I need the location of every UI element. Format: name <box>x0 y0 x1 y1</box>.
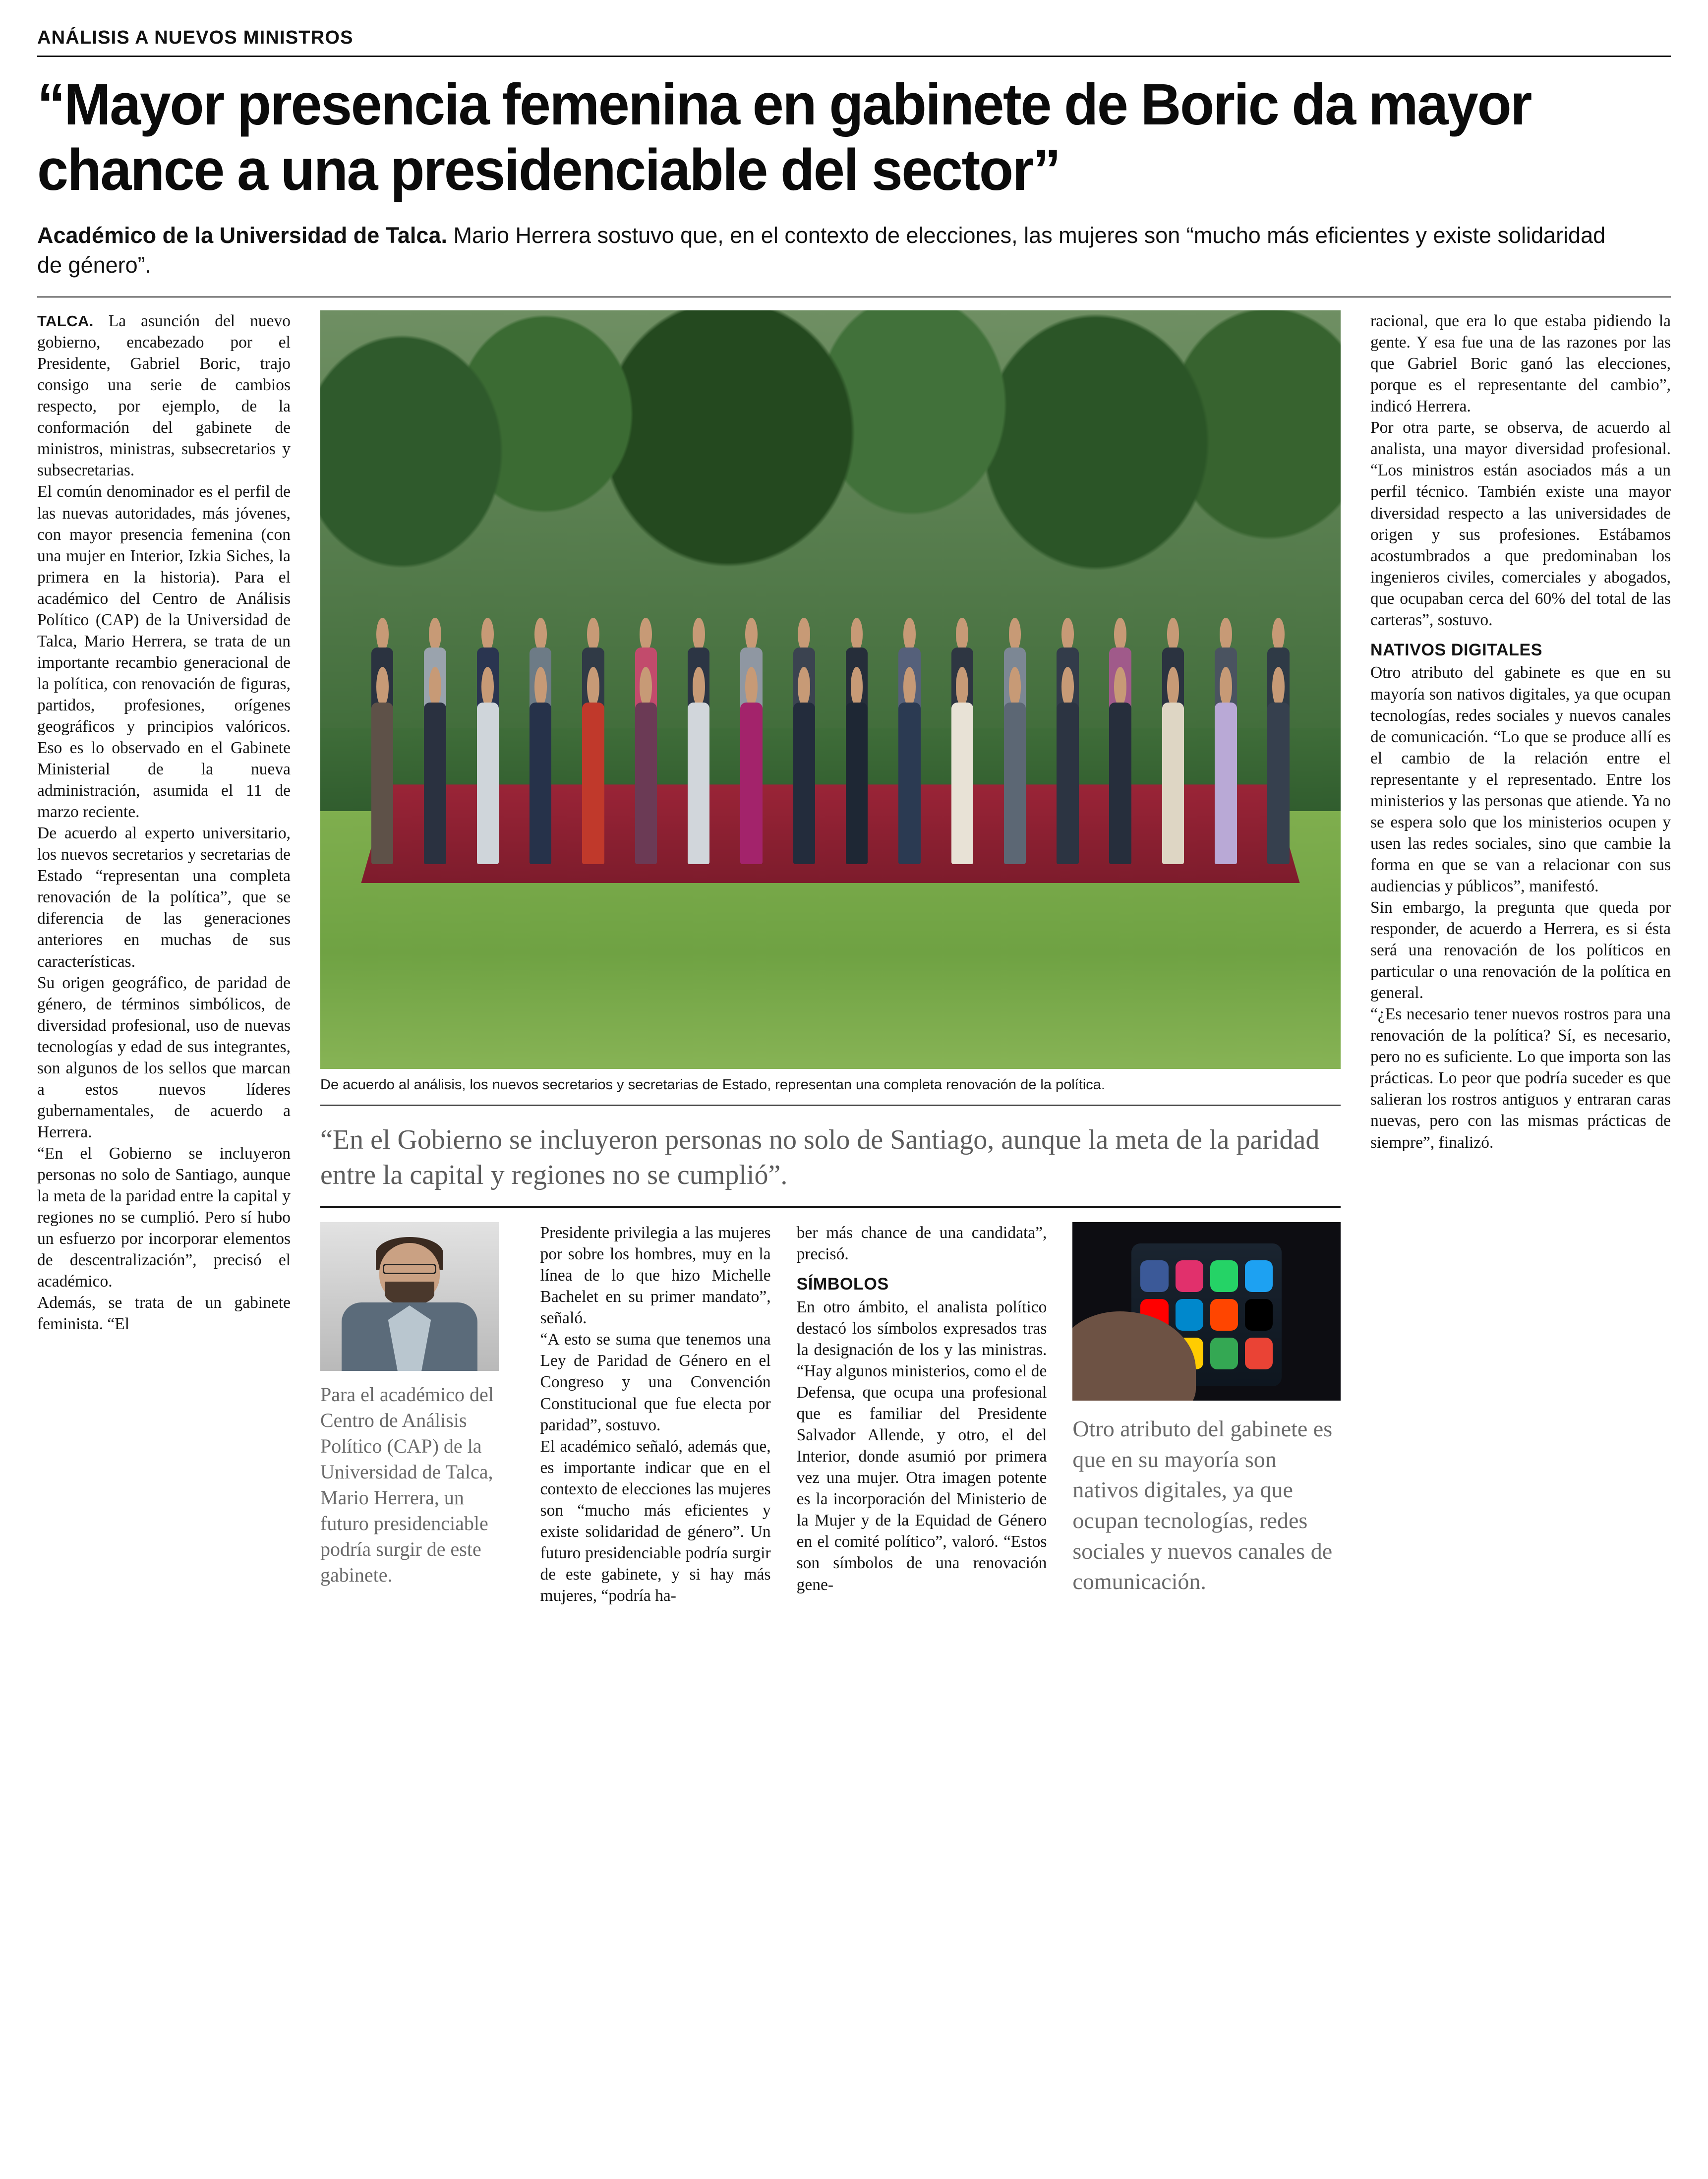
portrait-caption: Para el académico del Centro de Análisis Político (CAP) de la Universidad de Talca, Mario Herrera, un futuro presidenciable podría surgir de este gabinete. <box>320 1383 494 1587</box>
dateline: TALCA. <box>37 312 94 330</box>
subcolumn-3 <box>784 1222 1060 1606</box>
paragraph: El común denominador es el perfil de las nuevas autoridades, más jóvenes, con mayor presencia femenina (con una mujer en Interior, Izkia Siches, la primera en la historia). Para el académico del Centro de Análisis Político (CAP) de la Universidad de Talca, Mario Herrera, se trata de un importante recambio generacional de la política, con renovación de figuras, partidos, profesiones, orígenes geográficos y principios valóricos. Eso es lo observado en el Gabinete Ministerial de la nueva administración, asumida el 11 de marzo reciente. <box>37 482 291 822</box>
person <box>530 667 551 864</box>
paragraph: Además, se trata de un gabinete feminista. “El <box>37 1294 291 1334</box>
lead-paragraph <box>37 221 1624 280</box>
person <box>1004 667 1026 864</box>
pull-quote-divider <box>320 1206 1341 1208</box>
section-subhead-nativos-digitales: NATIVOS DIGITALES <box>1370 640 1543 659</box>
app-icon <box>1210 1299 1238 1331</box>
app-icon <box>1176 1299 1203 1331</box>
person <box>477 667 499 864</box>
lead-bold: Académico de la Universidad de Talca. <box>37 223 447 248</box>
person <box>846 667 868 864</box>
pull-quote: “En el Gobierno se incluyeron personas no solo de Santiago, aunque la meta de la paridad entre la capital y regiones no se cumplió”. <box>320 1124 1320 1191</box>
paragraph: Presidente privilegia a las mujeres por sobre los hombres, muy en la línea de lo que hizo Michelle Bachelet en su primer mandato”, señaló. <box>540 1224 771 1328</box>
photo-people-front-row <box>371 667 1290 864</box>
phone-photo <box>1072 1222 1341 1401</box>
subcolumn-2 <box>528 1222 784 1606</box>
paragraph: ber más chance de una candidata”, precisó. <box>796 1224 1047 1264</box>
person <box>1109 667 1131 864</box>
person <box>424 667 446 864</box>
app-icon <box>1245 1338 1273 1369</box>
kicker: ANÁLISIS A NUEVOS MINISTROS <box>37 27 353 48</box>
lower-subcolumns <box>320 1222 1341 1606</box>
person <box>793 667 815 864</box>
person <box>1162 667 1184 864</box>
column-right <box>1354 310 1671 1606</box>
glasses-icon <box>383 1264 436 1274</box>
column-left <box>37 310 307 1606</box>
person <box>1267 667 1289 864</box>
app-icon <box>1210 1338 1238 1369</box>
portrait-photo <box>320 1222 499 1371</box>
app-icon <box>1245 1260 1273 1292</box>
app-icon <box>1245 1299 1273 1331</box>
column-center <box>307 310 1354 1606</box>
paragraph <box>37 310 291 481</box>
person <box>1057 667 1078 864</box>
caption-divider <box>320 1105 1341 1106</box>
app-icon <box>1210 1260 1238 1292</box>
paragraph: En otro ámbito, el analista político destacó los símbolos expresados tras la designación de los y las ministras. “Hay algunos ministerios, como el de Defensa, que ocupa una profesional que es familiar del Presidente Salvador Allende, y otro, el del Interior, donde asumió por primera vez una mujer. Otra imagen potente es la incorporación del Ministerio de la Mujer y de la Equidad de Género en el comité político”, valoró. “Estos son símbolos de una renovación gene- <box>796 1297 1047 1594</box>
paragraph-text: La asunción del nuevo gobierno, encabezado por el Presidente, Gabriel Boric, trajo consigo una serie de cambios respecto, por ejemplo, de la conformación del gabinete de ministros, ministras, subsecretarios y subsecretarias. <box>37 312 291 480</box>
subcolumn-4 <box>1060 1222 1341 1606</box>
phone-pull-quote: Otro atributo del gabinete es que en su mayoría son nativos digitales, ya que ocupan tecnologías, redes sociales y nuevos canales de comunicación. <box>1072 1416 1333 1594</box>
app-icon <box>1176 1260 1203 1292</box>
kicker-divider <box>37 56 1671 57</box>
paragraph: El académico señaló, además que, es importante indicar que en el contexto de elecciones las mujeres son “mucho más eficientes y existe solidaridad de género”. Un futuro presidenciable podría surgir de este gabinete, y si hay más mujeres, “podría ha- <box>540 1437 771 1605</box>
person <box>688 667 709 864</box>
paragraph: racional, que era lo que estaba pidiendo la gente. Y esa fue una de las razones por las que Gabriel Boric ganó las elecciones, porque es el representante del cambio”, indicó Herrera. <box>1370 312 1671 416</box>
person <box>951 667 973 864</box>
paragraph: “A esto se suma que tenemos una Ley de Paridad de Género en el Congreso y una Convención Constitucional que fue electa por paridad”, sostuvo. <box>540 1330 771 1434</box>
lead-rest: Mario Herrera sostuvo que, en el contexto de elecciones, las mujeres son “mucho más eficientes y existe solidaridad de género”. <box>37 223 1606 278</box>
photo-caption: De acuerdo al análisis, los nuevos secretarios y secretarias de Estado, representan una completa renovación de la política. <box>320 1077 1105 1093</box>
paragraph: Su origen geográfico, de paridad de género, de términos simbólicos, de diversidad profesional, uso de nuevas tecnologías y edad de sus integrantes, son algunos de los sellos que marcan a estos nuevos líderes gubernamentales, de acuerdo a Herrera. <box>37 973 291 1141</box>
person <box>635 667 657 864</box>
paragraph: De acuerdo al experto universitario, los nuevos secretarios y secretarias de Estado “representan una completa renovación de la política”, que se diferencia de las generaciones anteriores en muchas de sus características. <box>37 824 291 971</box>
paragraph: “En el Gobierno se incluyeron personas no solo de Santiago, aunque la meta de la paridad entre la capital y regiones no se cumplió. Pero sí hubo un esfuerzo por incorporar elementos de descentralización”, precisó el académico. <box>37 1144 291 1291</box>
paragraph: Otro atributo del gabinete es que en su mayoría son nativos digitales, ya que ocupan tecnologías, redes sociales y nuevos canales de comunicación. “Lo que se produce allí es el cambio de la relación entre el representante y el representado. Entre los ministerios y las personas que atiende. Ya no se espera solo que los ministerios ocupen y usen las redes sociales, sino que cambie la forma en que se van a relacionar con sus audiencias y públicos”, manifestó. <box>1370 663 1671 895</box>
person <box>740 667 762 864</box>
app-icon <box>1140 1260 1168 1292</box>
person <box>371 667 393 864</box>
section-subhead-simbolos: SÍMBOLOS <box>796 1275 889 1294</box>
paragraph: “¿Es necesario tener nuevos rostros para una renovación de la política? Sí, es necesario, pero no es suficiente. Lo que importa son las prácticas. Lo peor que podría suceder es que salieran los rostros antiguos y entraran caras nuevas, pero con las mismas prácticas de siempre”, finalizó. <box>1370 1005 1671 1152</box>
paragraph: Por otra parte, se observa, de acuerdo al analista, una mayor diversidad profesional. “Los ministros están asociados más a un perfil técnico. También existe una mayor diversidad respecto a las universidades de origen y sus profesiones. Estábamos acostumbrados a que predominaban los ingenieros civiles, comerciales y abogados, que ocupaban cerca del 60% del total de las carteras”, sostuvo. <box>1370 418 1671 629</box>
lead-divider <box>37 296 1671 297</box>
page-title: “Mayor presencia femenina en gabinete de Boric da mayor chance a una presidenciable del sector” <box>37 72 1531 203</box>
paragraph: Sin embargo, la pregunta que queda por responder, de acuerdo a Herrera, es si ésta será una renovación de los políticos en particular o una renovación de la política en general. <box>1370 898 1671 1002</box>
person <box>1215 667 1237 864</box>
person <box>582 667 604 864</box>
column-grid <box>37 310 1671 1606</box>
person <box>898 667 920 864</box>
main-photo <box>320 310 1341 1069</box>
subcolumn-portrait <box>320 1222 528 1606</box>
